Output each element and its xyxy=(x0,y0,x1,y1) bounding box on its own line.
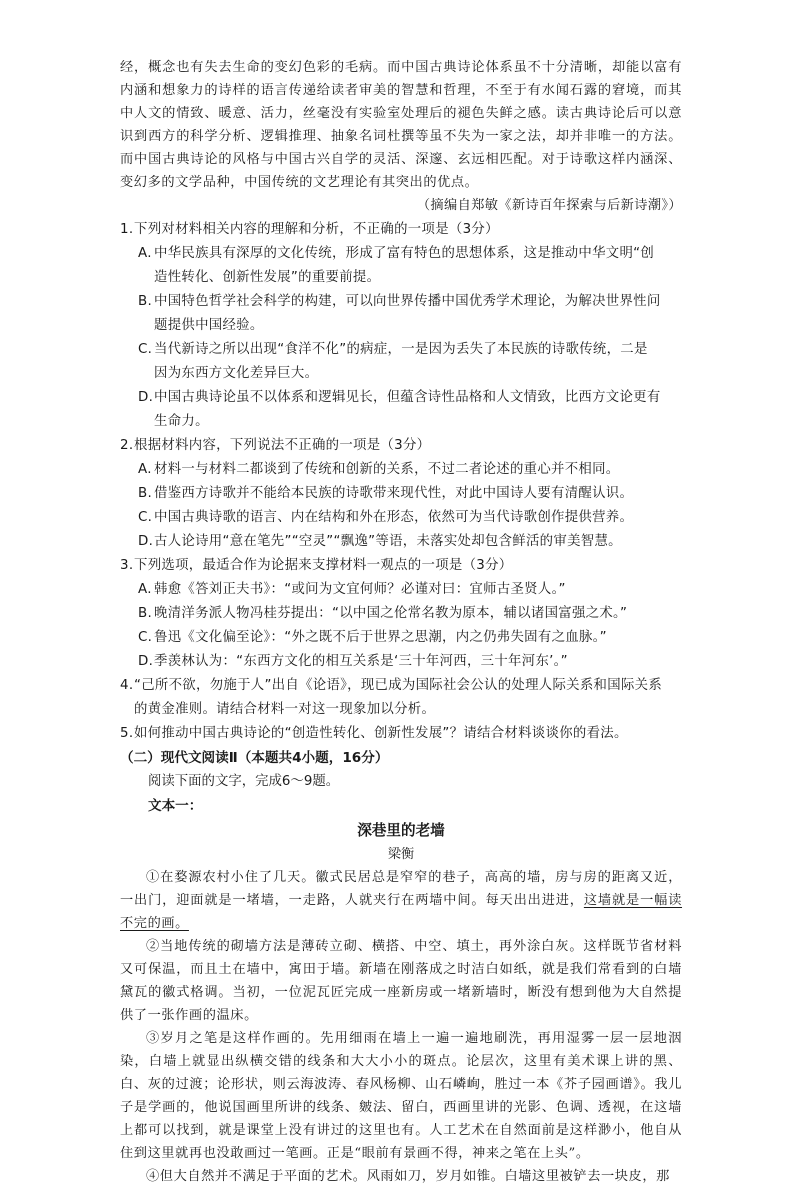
option-text-cont: 造性转化、创新性发展”的重要前提。 xyxy=(154,270,381,285)
article-paragraph-2: ②当地传统的砌墙方法是薄砖立砌、横搭、中空、填土，再外涂白灰。这样既节省材料又可保温，而且土在墙中，寓田于墙。新墙在刚落成之时洁白如纸，就是我们常看到的白墙黛瓦的徽式格调。当初，一位泥瓦匠完成一座新房或一堵新墙时，断没有想到他为大自然提供了一张作画的温床。 xyxy=(120,939,682,1023)
option-text-cont: 题提供中国经验。 xyxy=(154,318,264,333)
question-1 xyxy=(120,218,682,434)
question-2 xyxy=(120,434,682,554)
option-label: C. xyxy=(138,630,153,645)
section-heading: （二）现代文阅读Ⅱ（本题共4小题，16分） xyxy=(120,750,389,766)
question-number: 4. xyxy=(120,678,134,693)
option-label: A. xyxy=(138,582,152,597)
question-number: 2. xyxy=(120,438,134,453)
question-number: 3. xyxy=(120,558,134,573)
article-paragraph-4: ④但大自然并不满足于平面的艺术。风雨如刀，岁月如锥。白墙这里被铲去一块皮，那 xyxy=(146,1169,670,1184)
option-text: 材料一与材料二都谈到了传统和创新的关系，不过二者论述的重心并不相同。 xyxy=(154,462,620,477)
option-text: 中国古典诗论虽不以体系和逻辑见长，但蕴含诗性品格和人文情致，比西方文论更有 xyxy=(154,390,661,405)
question-5 xyxy=(120,722,682,746)
option-label: D. xyxy=(138,390,154,405)
option-label: A. xyxy=(138,462,152,477)
option-text: 季羡林认为：“东西方文化的相互关系是‘三十年河西，三十年河东’。” xyxy=(154,654,568,669)
option-text: 晚清洋务派人物冯桂芬提出：“以中国之伦常名教为原本，辅以诸国富强之术。” xyxy=(154,606,628,621)
option-text: 鲁迅《文化偏至论》：“外之既不后于世界之思潮，内之仍弗失固有之血脉。” xyxy=(154,630,607,645)
option-label: B. xyxy=(138,486,153,501)
option-text: 中国特色哲学社会科学的构建，可以向世界传播中国优秀学术理论，为解决世界性问 xyxy=(154,294,661,309)
option-label: C. xyxy=(138,510,153,525)
question-text: 下列选项，最适合作为论据来支撑材料一观点的一项是（3分） xyxy=(134,558,513,573)
question-text-cont: 的黄金准则。请结合材料一对这一现象加以分析。 xyxy=(134,702,436,717)
underlined-sentence: 这墙就是一幅读不完的画。 xyxy=(120,893,683,931)
text-one-label: 文本一： xyxy=(148,798,203,814)
question-number: 1. xyxy=(120,222,134,237)
option-text-cont: 生命力。 xyxy=(154,414,209,429)
option-label: A. xyxy=(138,246,152,261)
question-text: 根据材料内容，下列说法不正确的一项是（3分） xyxy=(134,438,431,453)
option-text-cont: 因为东西方文化差异巨大。 xyxy=(154,366,319,381)
intro-paragraph: 经，概念也有失去生命的变幻色彩的毛病。而中国古典诗论体系虽不十分清晰，却能以富有内涵和想象力的诗样的语言传递给读者审美的智慧和哲理，不至于有水闻石露的窘境，而其中人文的情致、暖意、活力，丝毫没有实验室处理后的褪色失鲜之感。读古典诗论后可以意识到西方的科学分析、逻辑推理、抽象名词杜撰等虽不失为一家之法，却并非唯一的方法。而中国古典诗论的风格与中国古兴自学的灵活、深邃、玄远相匹配。对于诗歌这样内涵深、变幻多的文学品种，中国传统的文艺理论有其突出的优点。 xyxy=(120,60,682,190)
question-3 xyxy=(120,554,682,674)
question-text: “己所不欲，勿施于人”出自《论语》，现已成为国际社会公认的处理人际关系和国际关系 xyxy=(134,678,663,693)
article-paragraph-1 xyxy=(120,866,682,935)
option-label: C. xyxy=(138,342,153,357)
option-label: B. xyxy=(138,606,153,621)
article-paragraph-3: ③岁月之笔是这样作画的。先用细雨在墙上一遍一遍地刷洗，再用湿雾一层一层地洇染，白墙上就显出纵横交错的线条和大大小小的斑点。论层次，这里有美术课上讲的黑、白、灰的过渡；论形状，则云海波涛、春风杨柳、山石嶙峋，胜过一本《芥子园画谱》。我儿子是学画的，他说国画里所讲的线条、皴法、留白，西画里讲的光影、色调、透视，在这墙上都可以找到，就是课堂上没有讲过的这里也有。人工艺术在自然面前是这样渺小，他自从住到这里就再也没敢画过一笔画。正是“眼前有景画不得，神来之笔在上头”。 xyxy=(120,1031,682,1161)
question-number: 5. xyxy=(120,726,134,741)
question-4 xyxy=(120,674,682,722)
question-text: 如何推动中国古典诗论的“创造性转化、创新性发展”？请结合材料谈谈你的看法。 xyxy=(134,726,628,741)
option-text: 中华民族具有深厚的文化传统，形成了富有特色的思想体系，这是推动中华文明“创 xyxy=(154,246,655,261)
option-label: D. xyxy=(138,654,154,669)
option-text: 当代新诗之所以出现“食洋不化”的病症，一是因为丢失了本民族的诗歌传统，二是 xyxy=(154,342,648,357)
option-text: 古人论诗用“意在笔先”“空灵”“飘逸”等语，未落实处却包含鲜活的审美智慧。 xyxy=(154,534,622,549)
paragraph-text: ①在婺源农村小住了几天。徽式民居总是窄窄的巷子，高高的墙，房与房的距离又近，一出门，迎面就是一堵墙，一走路，人就夹行在两墙中间。每天出出进进， xyxy=(120,870,682,908)
option-text: 借鉴西方诗歌并不能给本民族的诗歌带来现代性，对此中国诗人要有清醒认识。 xyxy=(154,486,634,501)
option-text: 韩愈《答刘正夫书》：“或问为文宜何师？必谨对曰：宜师古圣贤人。” xyxy=(154,582,566,597)
reading-instruction: 阅读下面的文字，完成6～9题。 xyxy=(148,774,340,789)
question-text: 下列对材料相关内容的理解和分析，不正确的一项是（3分） xyxy=(134,222,499,237)
source-citation: （摘编自郑敏《新诗百年探索与后新诗潮》） xyxy=(416,198,682,213)
article-author: 梁衡 xyxy=(387,847,415,862)
document-page xyxy=(120,56,682,1188)
option-label: D. xyxy=(138,534,154,549)
article-title: 深巷里的老墙 xyxy=(357,822,445,839)
option-label: B. xyxy=(138,294,153,309)
option-text: 中国古典诗歌的语言、内在结构和外在形态，依然可为当代诗歌创作提供营养。 xyxy=(154,510,634,525)
